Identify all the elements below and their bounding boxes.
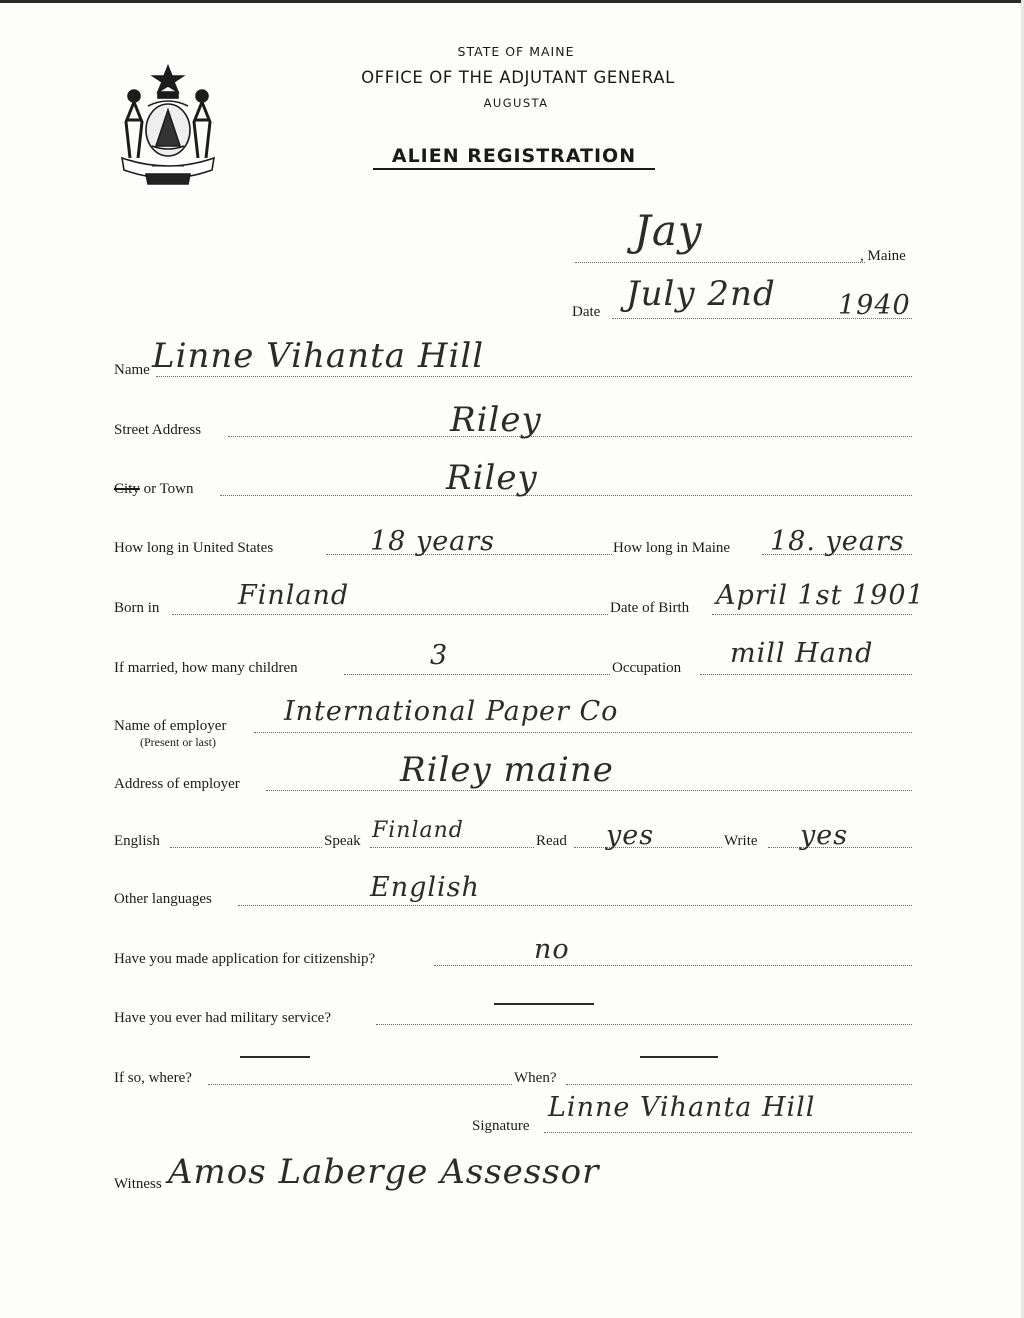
date-label: Date <box>572 304 601 320</box>
city-town-line <box>220 495 912 496</box>
town-entry: Jay <box>634 206 703 255</box>
witness-entry: Amos Laberge Assessor <box>168 1152 600 1192</box>
citizenship-entry: no <box>534 934 570 965</box>
employer-address-line <box>266 790 912 791</box>
where-line <box>208 1084 512 1085</box>
employer-sublabel: (Present or last) <box>140 735 216 749</box>
witness-label: Witness <box>114 1176 162 1192</box>
occupation-entry: mill Hand <box>730 638 874 669</box>
signature-label: Signature <box>472 1118 530 1134</box>
city-town-entry: Riley <box>446 458 538 498</box>
born-label: Born in <box>114 600 160 616</box>
read-entry: yes <box>606 820 655 851</box>
citizenship-label: Have you made application for citizenship? <box>114 951 376 967</box>
scan-edge-top <box>0 0 1024 3</box>
citizenship-line <box>434 965 912 966</box>
town-line <box>575 262 865 263</box>
street-entry: Riley <box>450 400 542 440</box>
dob-label: Date of Birth <box>610 600 690 616</box>
children-line <box>344 674 610 675</box>
maine-duration-label: How long in Maine <box>613 540 731 556</box>
title-underline <box>373 168 655 170</box>
us-duration-entry: 18 years <box>370 526 496 557</box>
speak-label: Speak <box>324 833 361 849</box>
employer-label: Name of employer <box>114 718 227 734</box>
name-label: Name <box>114 362 150 378</box>
street-line <box>228 436 912 437</box>
signature-line <box>544 1132 912 1133</box>
occupation-line <box>700 674 912 675</box>
date-month-day-entry: July 2nd <box>626 274 776 314</box>
speak-entry: Finland <box>372 818 464 843</box>
dob-entry: April 1st 1901 <box>716 580 925 611</box>
speak-line <box>370 847 534 848</box>
other-languages-entry: English <box>370 872 480 903</box>
us-duration-label: How long in United States <box>114 540 274 556</box>
name-line <box>156 376 912 377</box>
employer-line <box>254 732 912 733</box>
other-languages-label: Other languages <box>114 891 212 907</box>
children-label: If married, how many children <box>114 660 298 676</box>
other-languages-line <box>238 905 912 906</box>
read-label: Read <box>536 833 567 849</box>
header-office: OFFICE OF THE ADJUTANT GENERAL <box>361 68 675 87</box>
maine-suffix: , Maine <box>860 248 906 264</box>
write-entry: yes <box>800 820 849 851</box>
military-entry-dash <box>494 1003 594 1005</box>
header-state: STATE OF MAINE <box>457 44 575 59</box>
date-year-entry: 1940 <box>838 290 911 321</box>
dob-line <box>712 614 912 615</box>
signature-entry: Linne Vihanta Hill <box>548 1092 816 1123</box>
employer-address-entry: Riley maine <box>400 750 614 790</box>
header-city: AUGUSTA <box>483 96 549 110</box>
children-entry: 3 <box>430 640 449 671</box>
name-entry: Linne Vihanta Hill <box>152 336 485 376</box>
form-title: ALIEN REGISTRATION <box>391 145 637 167</box>
when-label: When? <box>514 1070 557 1086</box>
english-line <box>170 847 322 848</box>
english-label: English <box>114 833 160 849</box>
when-entry-dash <box>640 1056 718 1058</box>
where-label: If so, where? <box>114 1070 192 1086</box>
military-line <box>376 1024 912 1025</box>
when-line <box>566 1084 912 1085</box>
city-town-rest: or Town <box>139 481 194 497</box>
military-label: Have you ever had military service? <box>114 1010 331 1026</box>
maine-duration-entry: 18. years <box>770 526 905 557</box>
born-entry: Finland <box>238 580 350 611</box>
city-struck-word: City <box>114 481 140 497</box>
city-town-label <box>114 481 194 498</box>
employer-address-label: Address of employer <box>114 776 240 792</box>
born-line <box>172 614 608 615</box>
where-entry-dash <box>240 1056 310 1058</box>
write-label: Write <box>724 833 758 849</box>
employer-entry: International Paper Co <box>284 696 619 727</box>
occupation-label: Occupation <box>612 660 682 676</box>
street-label: Street Address <box>114 422 202 438</box>
